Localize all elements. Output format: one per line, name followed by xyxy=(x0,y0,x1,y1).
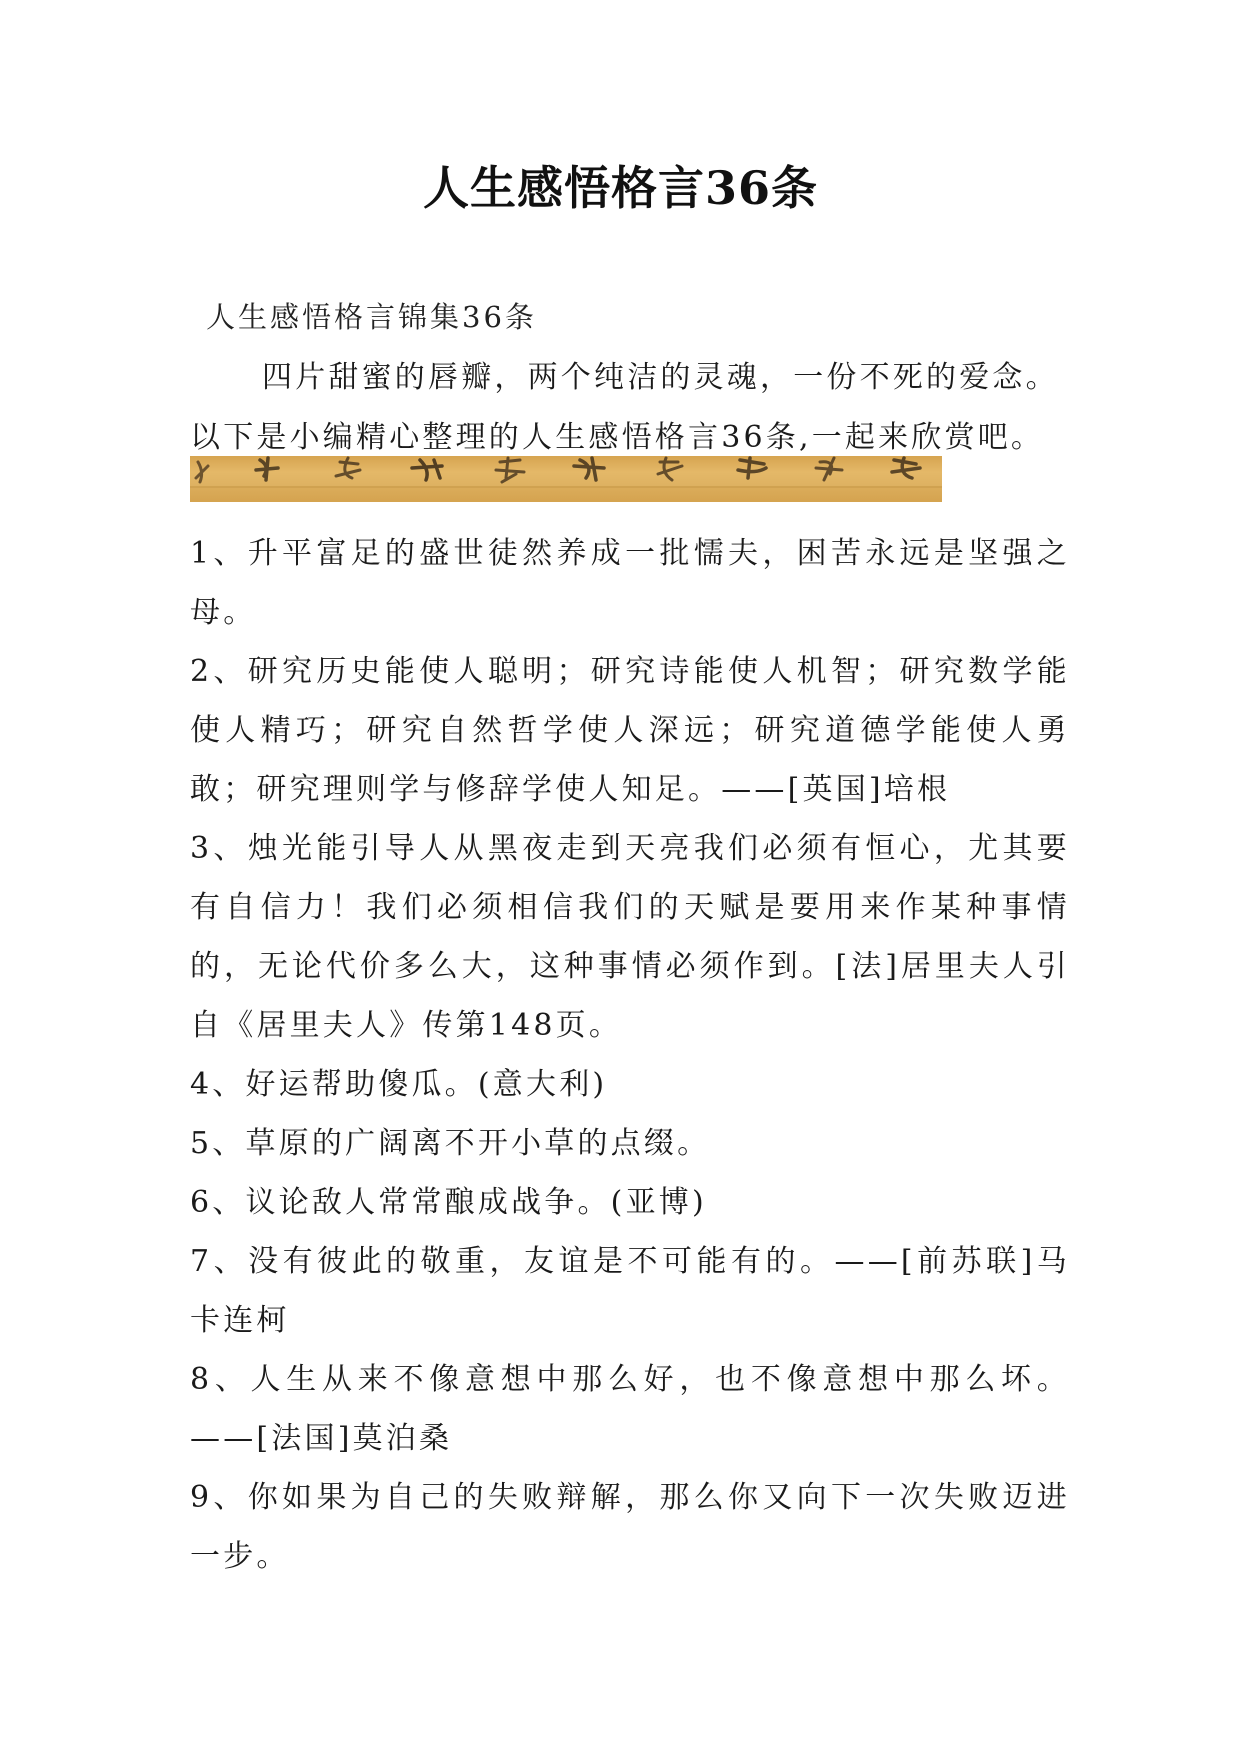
calligraphy-strokes-icon xyxy=(190,456,942,502)
document-subtitle: 人生感悟格言锦集36条 xyxy=(206,300,537,334)
quote-item: 9、你如果为自己的失败辩解，那么你又向下一次失败迈进一步。 xyxy=(190,1480,1070,1574)
quote-item: 2、研究历史能使人聪明；研究诗能使人机智；研究数学能使人精巧；研究自然哲学使人深远；研究道德学能使人勇敢；研究理则学与修辞学使人知足。——[英国]培根 xyxy=(190,654,1070,807)
page-title: 人生感悟格言36条 xyxy=(422,161,818,215)
quote-item: 1、升平富足的盛世徒然养成一批懦夫，困苦永远是坚强之母。 xyxy=(190,536,1070,630)
quote-item: 4、好运帮助傻瓜。(意大利) xyxy=(190,1067,608,1102)
quote-item: 3、烛光能引导人从黑夜走到天亮我们必须有恒心，尤其要有自信力！我们必须相信我们的天赋是要用来作某种事情的，无论代价多么大，这种事情必须作到。[法]居里夫人引自《居里夫人》传第148页。 xyxy=(190,831,1070,1043)
quote-item: 6、议论敌人常常酿成战争。(亚博) xyxy=(190,1185,707,1220)
quote-item: 5、草原的广阔离不开小草的点缀。 xyxy=(190,1126,711,1161)
quote-item: 8、人生从来不像意想中那么好，也不像意想中那么坏。——[法国]莫泊桑 xyxy=(190,1362,1070,1456)
quote-list xyxy=(190,524,1070,1586)
quote-item: 7、没有彼此的敬重，友谊是不可能有的。——[前苏联]马卡连柯 xyxy=(190,1244,1070,1338)
calligraphy-scroll-image xyxy=(190,456,942,502)
intro-paragraph: 四片甜蜜的唇瓣，两个纯洁的灵魂，一份不死的爱念。以下是小编精心整理的人生感悟格言36条,一起来欣赏吧。 xyxy=(190,360,1059,455)
